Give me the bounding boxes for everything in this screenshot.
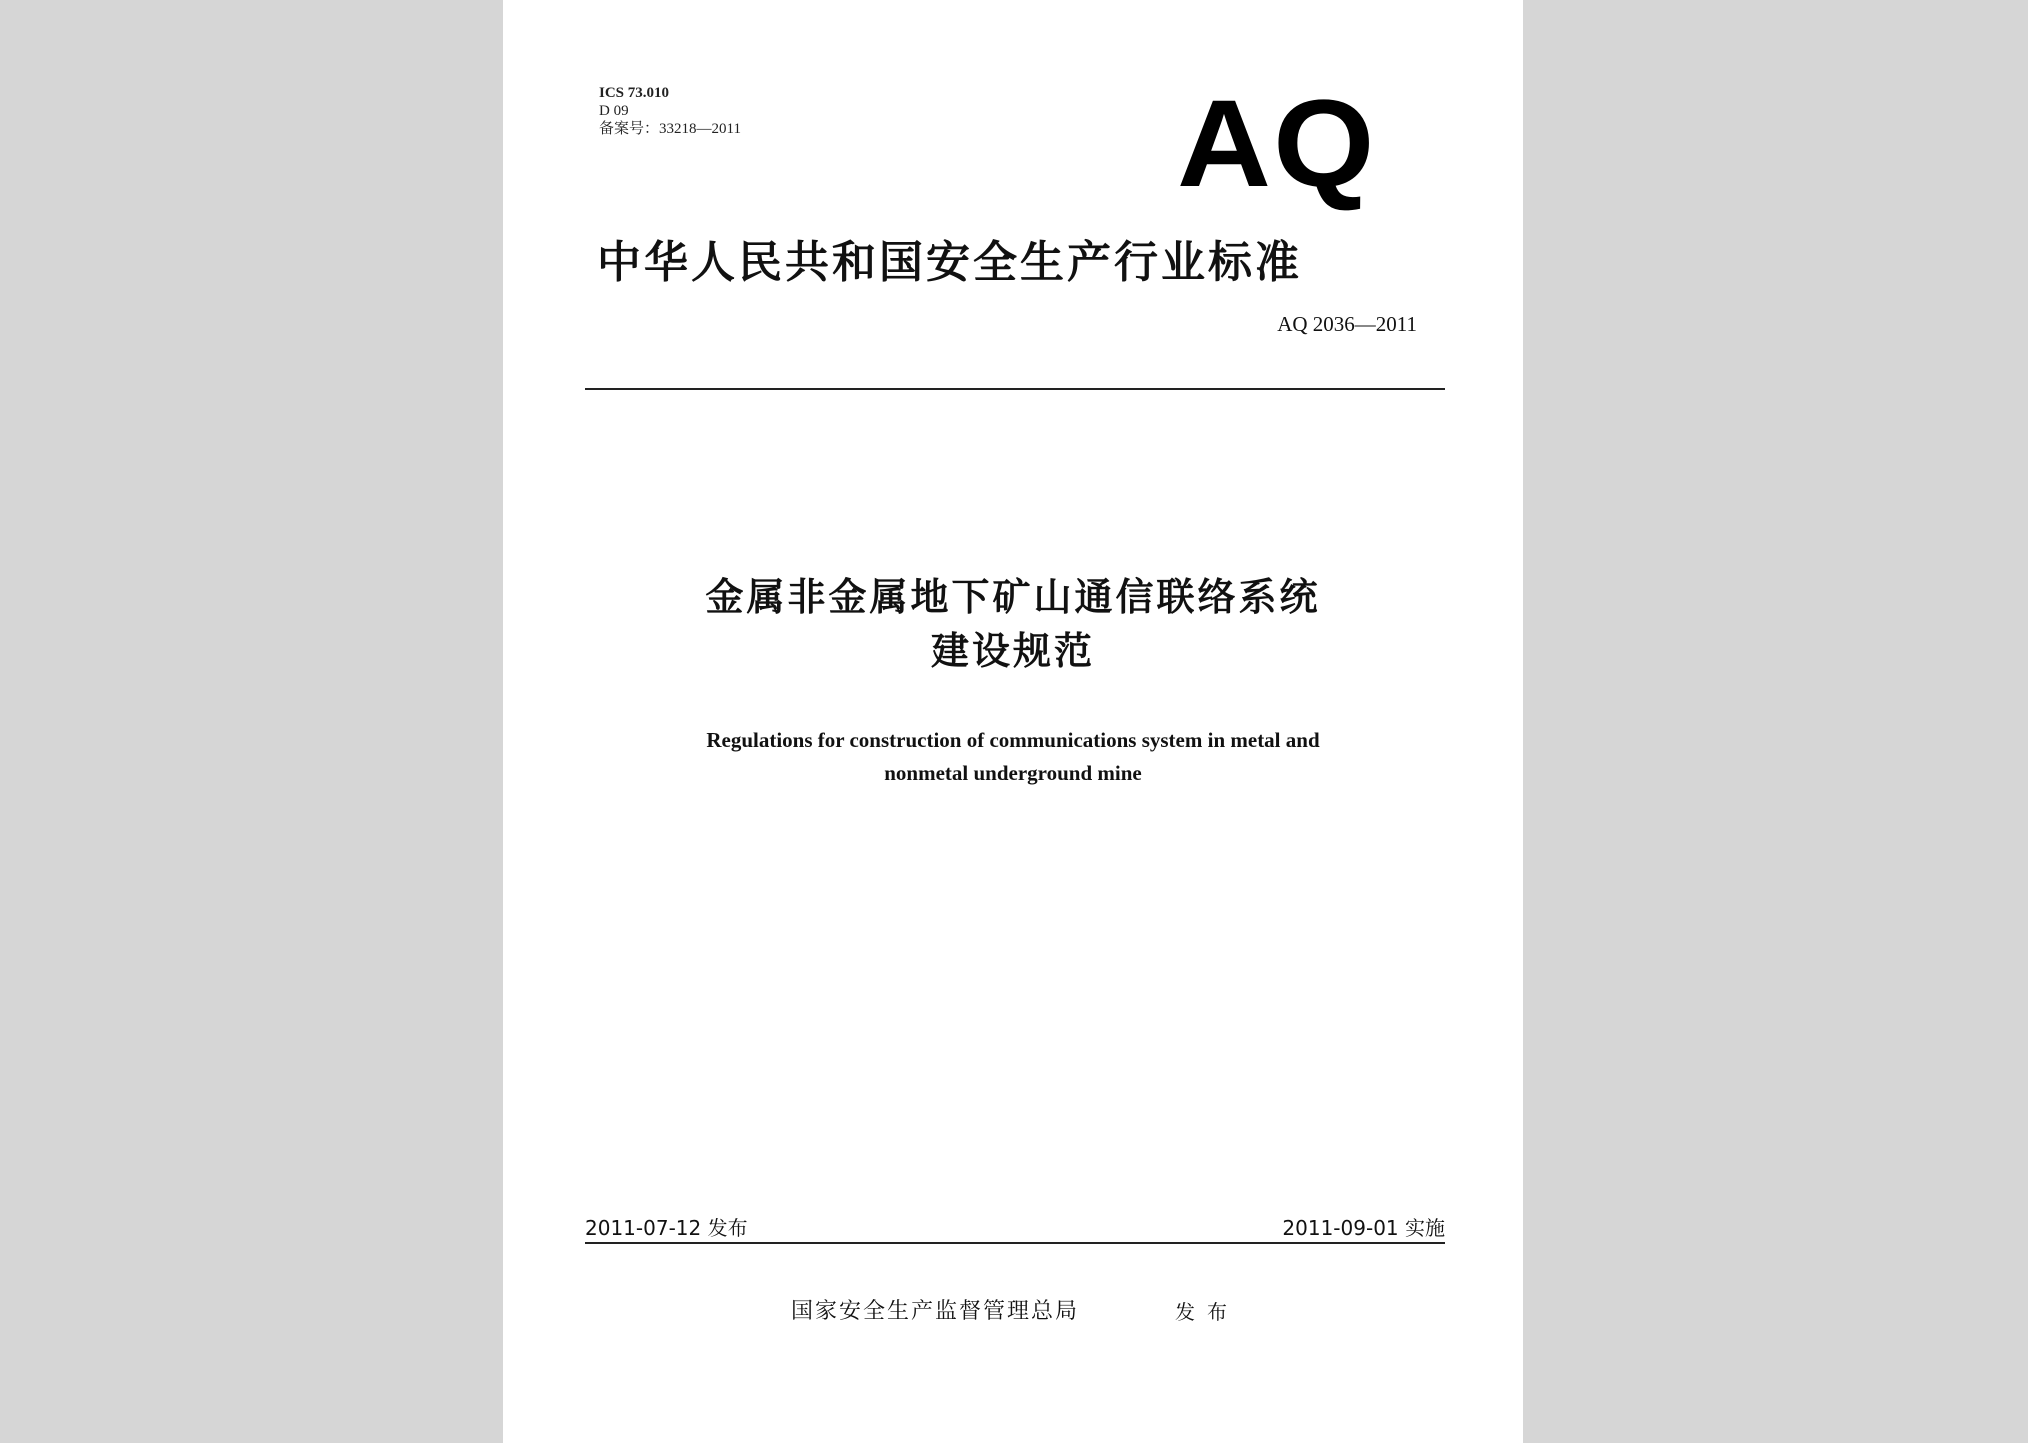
- title-zh-line-2: 建设规范: [930, 629, 1095, 673]
- standard-number: AQ 2036—2011: [1277, 312, 1417, 336]
- issue-date: 2011-07-12 发布: [585, 1216, 748, 1240]
- classification-block: [599, 84, 741, 138]
- standard-category-title: 中华人民共和国安全生产行业标准: [597, 237, 1302, 288]
- footer-divider: [585, 1242, 1445, 1244]
- document-title-en: [503, 724, 1523, 790]
- header-divider: [585, 388, 1445, 390]
- aq-logo: AQ: [1177, 75, 1377, 213]
- title-zh-line-1: 金属非金属地下矿山通信联络系统: [705, 575, 1321, 619]
- ics-code: ICS 73.010: [599, 85, 670, 101]
- document-page: [503, 0, 1523, 1443]
- effective-date: 2011-09-01 实施: [1282, 1216, 1445, 1240]
- title-en-line-1: Regulations for construction of communications system in metal and: [706, 728, 1320, 752]
- title-en-line-2: nonmetal underground mine: [884, 761, 1142, 785]
- issuing-authority: 国家安全生产监督管理总局: [791, 1299, 1080, 1324]
- ccs-code: D 09: [599, 103, 629, 119]
- issue-action-label: 发布: [1175, 1300, 1239, 1324]
- record-number: 备案号：33218—2011: [599, 121, 741, 137]
- document-title-zh: [503, 570, 1523, 678]
